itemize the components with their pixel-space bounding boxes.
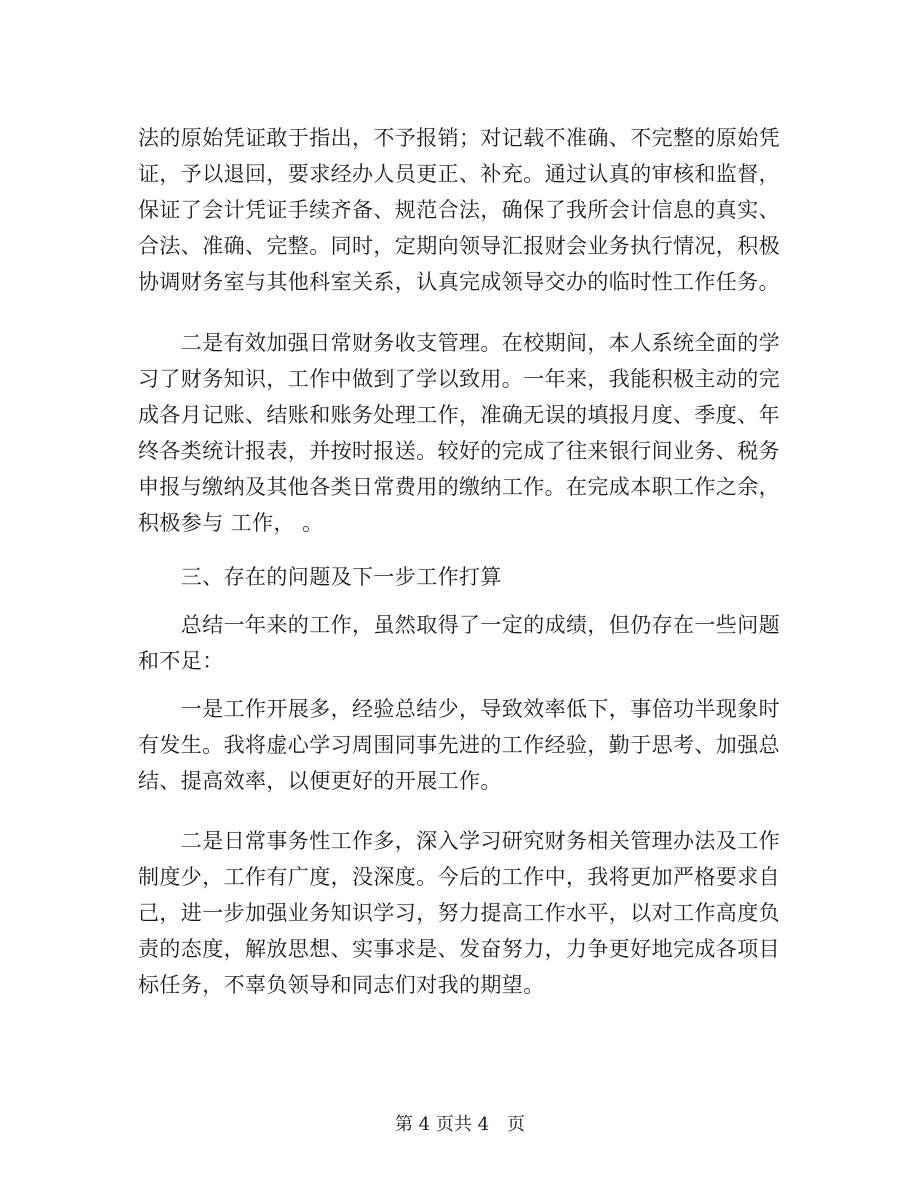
text-line: 总结一年来的工作，虽然取得了一定的成绩，但仍存在一些问题 bbox=[138, 613, 780, 637]
text-line: 证，予以退回，要求经办人员更正、补充。通过认真的审核和监督， bbox=[138, 162, 780, 186]
text-line: 有发生。我将虚心学习周围同事先进的工作经验，勤于思考、加强总 bbox=[138, 733, 780, 757]
text-line: 协调财务室与其他科室关系，认真完成领导交办的临时性工作任务。 bbox=[138, 270, 780, 294]
text-line: 法的原始凭证敢于指出，不予报销；对记载不准确、不完整的原始凭 bbox=[138, 126, 780, 150]
text-line: 一是工作开展多，经验总结少，导致效率低下，事倍功半现象时 bbox=[138, 697, 780, 721]
text-line: 申报与缴纳及其他各类日常费用的缴纳工作。在完成本职工作之余， bbox=[138, 475, 780, 499]
text-line: 二是有效加强日常财务收支管理。在校期间，本人系统全面的学 bbox=[138, 331, 780, 355]
text-line: 成各月记账、结账和账务处理工作，准确无误的填报月度、季度、年 bbox=[138, 403, 780, 427]
text-line: 二是日常事务性工作多，深入学习研究财务相关管理办法及工作 bbox=[138, 829, 780, 853]
text-line: 标任务，不辜负领导和同志们对我的期望。 bbox=[138, 973, 545, 997]
page-number: 第 4 页共 4 页 bbox=[394, 1114, 526, 1135]
text-line: 结、提高效率，以便更好的开展工作。 bbox=[138, 769, 502, 793]
section-heading: 三、存在的问题及下一步工作打算 bbox=[138, 565, 502, 589]
text-line: 习了财务知识，工作中做到了学以致用。一年来，我能积极主动的完 bbox=[138, 367, 780, 391]
text-line: 制度少，工作有广度，没深度。今后的工作中，我将更加严格要求自 bbox=[138, 865, 780, 889]
text-line: 己，进一步加强业务知识学习，努力提高工作水平，以对工作高度负 bbox=[138, 901, 780, 925]
text-line: 保证了会计凭证手续齐备、规范合法，确保了我所会计信息的真实、 bbox=[138, 198, 780, 222]
text-line: 和不足： bbox=[138, 649, 224, 673]
text-line: 终各类统计报表，并按时报送。较好的完成了往来银行间业务、税务 bbox=[138, 439, 780, 463]
text-line: 合法、准确、完整。同时，定期向领导汇报财会业务执行情况，积极 bbox=[138, 234, 780, 258]
text-line: 责的态度，解放思想、实事求是、发奋努力，力争更好地完成各项目 bbox=[138, 937, 780, 961]
text-line: 积极参与 工作， 。 bbox=[138, 511, 324, 535]
